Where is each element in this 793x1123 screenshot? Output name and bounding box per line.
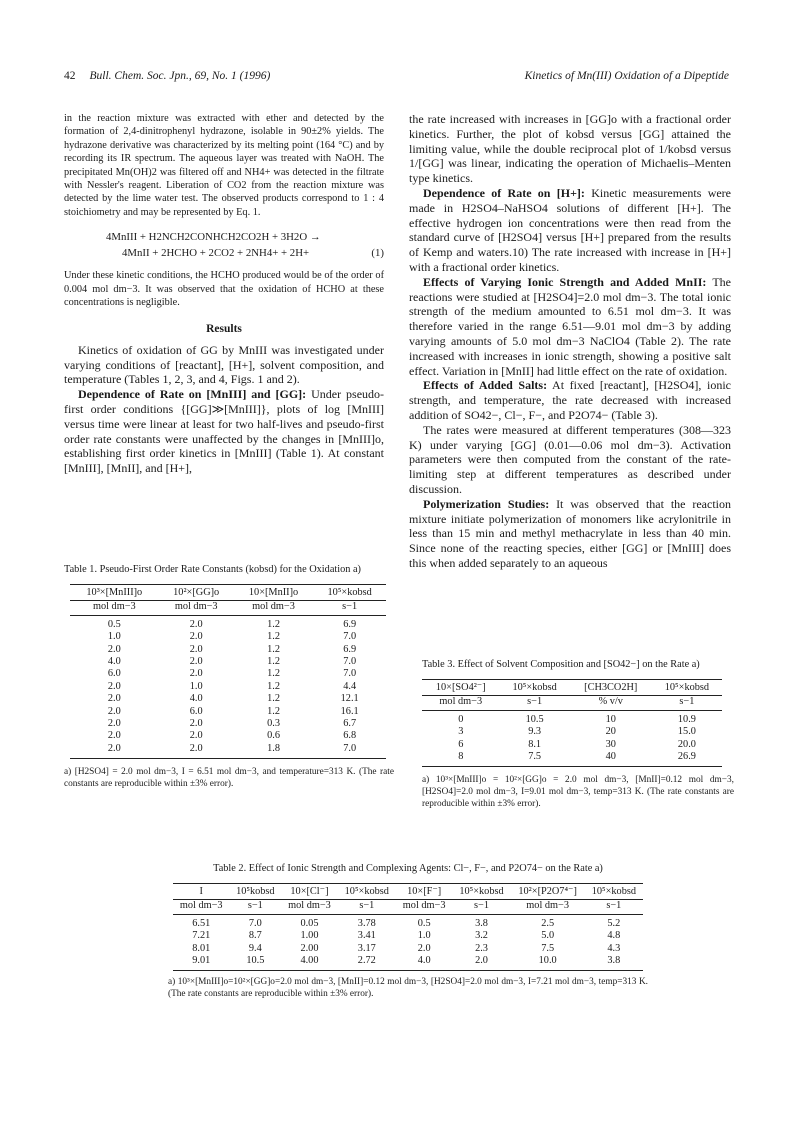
table-cell: 1.0 [107, 631, 121, 643]
table-1-grid [70, 584, 386, 759]
table3-unit-3: s−1 [652, 696, 722, 710]
paragraph-dependence-mn: Dependence of Rate on [MnIII] and [GG]: Under pseudo-first order conditions {[GG]≫[MnIII]}, plots of log [MnIII] versus time were linear at least for two half-lives and pseudo-first order rate constants were unaffected by the changes in [MnIII]o, establishing first order kinetics in [MnIII] (Table 1). At constant [MnIII], [MnII], and [H+], [64, 387, 385, 476]
table-2-footnote: a) 10³×[MnIII]o=10²×[GG]o=2.0 mol dm−3, [MnII]=0.12 mol dm−3, [H2SO4]=2.0 mol dm−3, I=7.21 mol dm−3, temp=313 K. (The rate constants are reproducible within ±3% error). [168, 977, 648, 1000]
table-1-footnote: a) [H2SO4] = 2.0 mol dm−3, I = 6.51 mol dm−3, and temperature=313 K. (The rate constants are reproducible within ±3% error). [64, 767, 394, 789]
table-cell: 3.78 [357, 917, 376, 929]
table-cell: 2.00 [300, 942, 319, 954]
table-cell: 1.0 [189, 680, 203, 692]
table-3-footnote: a) 10³×[MnIII]o = 10²×[GG]o = 2.0 mol dm−3, [MnII]=0.12 mol dm−3, [H2SO4]=2.0 mol dm−3, I=9.01 mol dm−3, temp=313 K. (The rate constants are reproducible within ±3% error). [422, 775, 734, 809]
table-row [70, 615, 386, 631]
table-cell: 40 [570, 751, 652, 767]
table-cell: 1.2 [267, 656, 280, 668]
table-cell: 4.8 [607, 930, 621, 942]
table-cell: 0.3 [267, 718, 280, 730]
table-cell: 20 [605, 726, 616, 738]
table-cell: 1.2 [267, 705, 280, 717]
table1-unit-1: mol dm−3 [159, 601, 234, 615]
paragraph-results: Kinetics of oxidation of GG by MnIII was investigated under varying conditions of [reactant], [H+], solvent composition, and temperature (Tables 1, 2, 3, and 4, Figs. 1 and 2). [64, 342, 384, 387]
table-cell: 6 [458, 738, 464, 750]
table-cell: 0.5 [417, 917, 431, 929]
table-row [422, 710, 722, 726]
table-cell: 4.0 [107, 656, 121, 668]
table3-header-1: 10⁵×kobsd [500, 680, 570, 696]
table-3-grid [422, 679, 722, 767]
table-cell: 5.0 [541, 930, 555, 942]
table-row [70, 631, 386, 643]
table-cell: 7.0 [313, 743, 386, 759]
table-cell: 12.1 [340, 693, 359, 705]
left-column [64, 112, 384, 476]
table3-header-0: 10×[SO4²⁻] [422, 680, 500, 696]
table-cell: 4.3 [607, 942, 621, 954]
table-cell: 3.8 [585, 955, 643, 971]
page-number: 42 [64, 70, 76, 82]
table2-header-5: 10⁵×kobsd [452, 884, 510, 900]
table-cell: 2.0 [189, 643, 203, 655]
table-cell: 7.0 [248, 917, 262, 929]
table-2-caption: Table 2. Effect of Ionic Strength and Complexing Agents: Cl−, F−, and P2O74− on the Rate a) [213, 863, 603, 874]
table2-header-3: 10⁵×kobsd [338, 884, 396, 900]
table-cell: 26.9 [652, 751, 722, 767]
table-cell: 2.0 [189, 656, 203, 668]
equation-number: (1) [371, 247, 384, 260]
table-row [173, 955, 643, 971]
table-cell: 8.7 [248, 930, 262, 942]
table1-unit-3: s−1 [313, 601, 386, 615]
table-cell: 7.0 [343, 631, 357, 643]
table-2 [168, 862, 648, 1001]
journal-citation: 42 Bull. Chem. Soc. Jpn., 69, No. 1 (1996) [64, 70, 271, 82]
table2-unit-5: s−1 [452, 900, 510, 914]
table-cell: 2.0 [189, 631, 203, 643]
table3-unit-1: s−1 [500, 696, 570, 710]
table-cell: 2.0 [107, 643, 121, 655]
table-cell: 10.5 [525, 713, 544, 725]
table-cell: 1.2 [267, 680, 280, 692]
table-cell: 9.4 [248, 942, 262, 954]
table-row [70, 681, 386, 693]
table-cell: 2.0 [70, 743, 159, 759]
table3-header-2: [CH3CO2H] [570, 680, 652, 696]
table-cell: 15.0 [677, 726, 696, 738]
table2-unit-2: mol dm−3 [281, 900, 337, 914]
paragraph-temperature: The rates were measured at different temperatures (308—323 K) under varying [GG] (0.01—0.06 mol dm−3). Activation parameters were then computed from the constant of the rate-limiting step at different temperatures as described under discussion. [409, 422, 731, 496]
paragraph-hplus: Dependence of Rate on [H+]: Kinetic measurements were made in H2SO4–NaHSO4 solutions of different [H+]. The effective hydrogen ion concentrations were then read from the standard curve of [H2SO4] versus [H+] prepared from the results of Kemp and waters.10) The rate increased with increase in [H+] with a fractional order kinetics. [409, 185, 732, 274]
table-row [70, 644, 386, 656]
table-cell: 10.0 [511, 955, 585, 971]
table-cell: 2.0 [107, 718, 121, 730]
table1-header-3: 10⁵×kobsd [313, 585, 386, 601]
equation-1 [64, 229, 384, 261]
table-cell: 6.9 [343, 643, 357, 655]
table-row [70, 730, 386, 742]
table-cell: 1.0 [417, 930, 431, 942]
page-header [64, 70, 729, 86]
table3-unit-0: mol dm−3 [422, 696, 500, 710]
table2-header-0: I [173, 884, 229, 900]
table-cell: 10 [605, 713, 616, 725]
table3-header-3: 10⁵×kobsd [652, 680, 722, 696]
table-row [70, 693, 386, 705]
table-cell: 3.41 [357, 930, 376, 942]
table-cell: 30 [605, 738, 616, 750]
table-cell: 2.5 [541, 917, 555, 929]
paragraph-added-salts: Effects of Added Salts: At fixed [reactant], [H2SO4], ionic strength, and temperature, the rate decreased with increased addition of SO42−, Cl−, F−, and P2O74− (Table 3). [409, 378, 732, 422]
table-row [70, 656, 386, 668]
table-cell: 8 [422, 751, 500, 767]
table-row [70, 743, 386, 759]
table2-unit-6: mol dm−3 [511, 900, 585, 914]
table-2-grid [173, 883, 643, 971]
table-cell: 4.0 [396, 955, 452, 971]
heading-ionic-strength: Effects of Varying Ionic Strength and Added MnII: [423, 274, 707, 289]
table-row [173, 930, 643, 942]
table2-header-2: 10×[Cl⁻] [281, 884, 337, 900]
table-3-caption: Table 3. Effect of Solvent Composition and [SO42−] on the Rate a) [422, 659, 700, 670]
table2-unit-7: s−1 [585, 900, 643, 914]
table-cell: 2.3 [475, 942, 488, 954]
table-row [422, 726, 722, 738]
table-1 [64, 563, 394, 790]
table-cell: 1.2 [267, 693, 280, 705]
table-cell: 0.5 [107, 618, 121, 630]
table-row [422, 751, 722, 767]
table-cell: 3 [458, 726, 464, 738]
table3-unit-2: % v/v [570, 696, 652, 710]
table-cell: 1.2 [267, 618, 280, 630]
table-cell: 2.72 [338, 955, 396, 971]
table-cell: 9.3 [528, 726, 542, 738]
table-cell: 1.2 [267, 631, 280, 643]
table-cell: 0.6 [267, 730, 280, 742]
table-cell: 2.0 [159, 743, 234, 759]
equation-line-2: 4MnII + 2HCHO + 2CO2 + 2NH4+ + 2H+ [122, 247, 310, 260]
table-cell: 4.0 [189, 693, 203, 705]
table-cell: 3.2 [475, 930, 488, 942]
equation-line-1: 4MnIII + H2NCH2CONHCH2CO2H + 3H2O → [106, 231, 321, 244]
table-row [173, 943, 643, 955]
table-cell: 2.0 [189, 730, 203, 742]
table2-unit-4: mol dm−3 [396, 900, 452, 914]
table-cell: 20.0 [677, 738, 696, 750]
table-cell: 0.05 [300, 917, 319, 929]
table-cell: 7.5 [541, 942, 555, 954]
paragraph-products: in the reaction mixture was extracted with ether and detected by the formation of 2,4-dinitrophenyl hydrazone, isolable in 90±2% yields. The hydrazone derivative was characterized by its melting point (164 °C) and by recording its IR spectrum. The aqueous layer was treated with NaOH. The precipitated Mn(OH)2 was filtered off and NH4+ was detected in the filtrate with Nessler's reagent. Liberation of CO2 from the reaction mixture was detected by the lime water test. The observed products correspond to 1 : 4 stoichiometry and may be represented by Eq. 1. [64, 113, 384, 218]
table-cell: 1.2 [267, 643, 280, 655]
table2-unit-0: mol dm−3 [173, 900, 229, 914]
table-cell: 7.0 [343, 668, 357, 680]
paragraph-polymerization: Polymerization Studies: It was observed that the reaction mixture initiate polymerization of monomers like acrylonitrile in less than 15 min and methyl methacrylate in less than 40 min. Since none of the reacting species, either [GG] or [MnIII] does this when added separately to an aqueous [409, 496, 732, 570]
heading-dependence-mn: Dependence of Rate on [MnIII] and [GG]: [78, 387, 307, 402]
table1-unit-2: mol dm−3 [234, 601, 314, 615]
table-cell: 5.2 [607, 917, 621, 929]
table2-header-7: 10⁵×kobsd [585, 884, 643, 900]
table-cell: 7.21 [192, 930, 211, 942]
table-row [173, 914, 643, 930]
table-cell: 6.0 [107, 668, 121, 680]
heading-added-salts: Effects of Added Salts: [423, 378, 548, 393]
table2-header-6: 10²×[P2O7⁴⁻] [511, 884, 585, 900]
table-cell: 2.0 [189, 668, 203, 680]
running-title: Kinetics of Mn(III) Oxidation of a Dipeptide [524, 70, 729, 82]
table2-unit-3: s−1 [338, 900, 396, 914]
table1-header-1: 10²×[GG]o [159, 585, 234, 601]
table-row [70, 718, 386, 730]
table-cell: 2.0 [452, 955, 510, 971]
table-cell: 16.1 [340, 705, 359, 717]
table-cell: 10.5 [229, 955, 281, 971]
table-cell: 2.0 [417, 942, 431, 954]
table-cell: 7.5 [500, 751, 570, 767]
table1-header-2: 10×[MnII]o [234, 585, 314, 601]
table-cell: 6.7 [343, 718, 357, 730]
table-cell: 2.0 [107, 705, 121, 717]
table-1-caption: Table 1. Pseudo-First Order Rate Constants (kobsd) for the Oxidation a) [64, 564, 361, 575]
right-column [409, 112, 731, 571]
table-cell: 2.0 [189, 618, 203, 630]
table-3 [422, 658, 734, 810]
table-cell: 3.17 [357, 942, 376, 954]
table-cell: 2.0 [107, 680, 121, 692]
table-cell: 8.01 [192, 942, 211, 954]
table-cell: 0 [458, 713, 464, 725]
heading-hplus: Dependence of Rate on [H+]: [423, 185, 585, 200]
table-cell: 7.0 [343, 656, 357, 668]
table-cell: 9.01 [173, 955, 229, 971]
table-cell: 1.8 [234, 743, 314, 759]
heading-polymerization: Polymerization Studies: [423, 496, 550, 511]
table-cell: 4.00 [281, 955, 337, 971]
results-heading: Results [206, 323, 242, 336]
table-cell: 6.0 [189, 705, 203, 717]
table-cell: 4.4 [343, 680, 357, 692]
table2-header-1: 10⁵kobsd [229, 884, 281, 900]
table-cell: 2.0 [107, 693, 121, 705]
table1-header-0: 10³×[MnIII]o [70, 585, 159, 601]
table-cell: 8.1 [528, 738, 542, 750]
table-cell: 6.9 [343, 618, 357, 630]
table-cell: 6.51 [192, 917, 211, 929]
table-row [422, 739, 722, 751]
paragraph-ionic-strength: Effects of Varying Ionic Strength and Added MnII: The reactions were studied at [H2SO4]=2.0 mol dm−3. The total ionic strength of the medium amounted to 6.51 mol dm−3. It was therefore varied in the range 6.51—9.01 mol dm−3 by adding varying amounts of 5.0 mol dm−3 NaClO4 (Table 2). The rate increased with increases in ionic strength, showing a positive salt effect. Variation in [MnII] had little effect on the rate of oxidation. [409, 274, 731, 378]
table-row [70, 706, 386, 718]
table2-header-4: 10×[F⁻] [396, 884, 452, 900]
table-row [70, 668, 386, 680]
table-cell: 1.2 [267, 668, 280, 680]
table-cell: 2.0 [107, 730, 121, 742]
table2-unit-1: s−1 [229, 900, 281, 914]
table-cell: 2.0 [189, 718, 203, 730]
table-cell: 1.00 [300, 930, 319, 942]
paragraph-michaelis: the rate increased with increases in [GG]o with a fractional order kinetics. Further, the plot of kobsd versus [GG] attained the limiting value, while the double reciprocal plot of 1/kobsd versus 1/[GG] was linear, indicating the operation of Michaelis–Menten type kinetics. [409, 112, 731, 186]
table-cell: 10.9 [677, 713, 696, 725]
table1-unit-0: mol dm−3 [70, 601, 159, 615]
table-cell: 3.8 [475, 917, 488, 929]
table-cell: 6.8 [343, 730, 357, 742]
paragraph-hcho: Under these kinetic conditions, the HCHO produced would be of the order of 0.004 mol dm−3. It was observed that the oxidation of HCHO at these concentrations is negligible. [64, 270, 384, 309]
